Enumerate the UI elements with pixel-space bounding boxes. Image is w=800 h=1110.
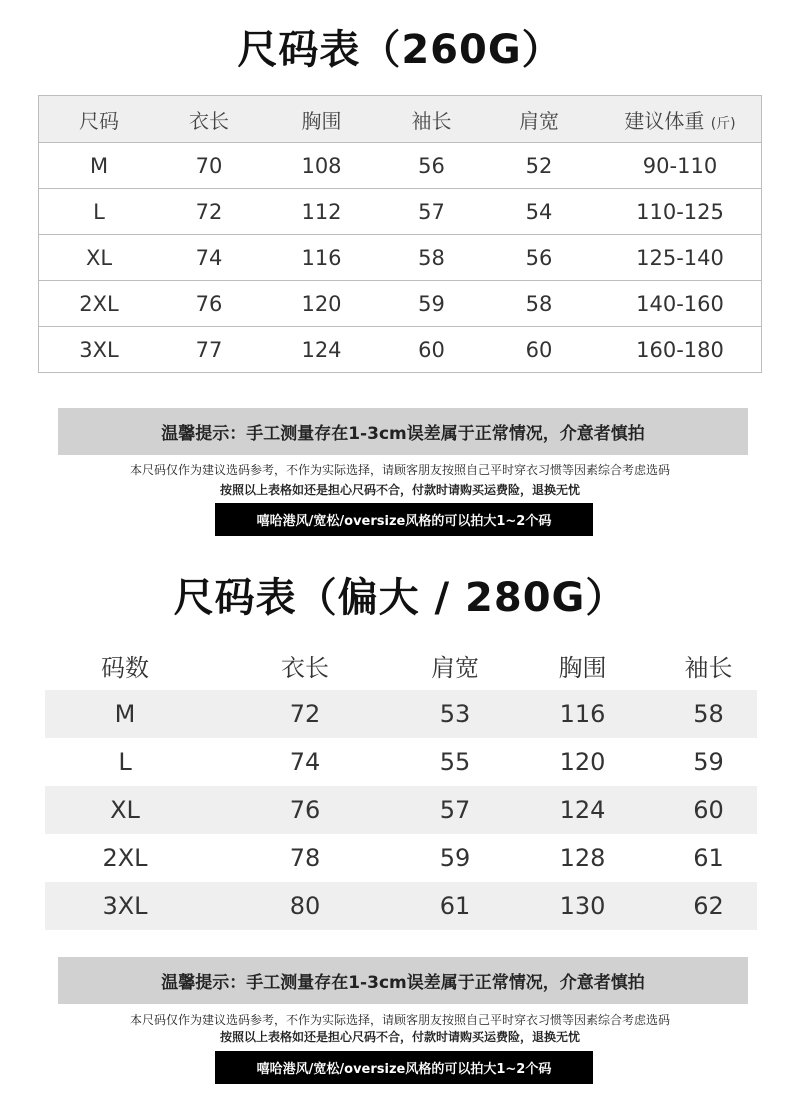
table-cell: 2XL [79, 291, 119, 316]
size-chart-title-260g: 尺码表（260G） [237, 27, 563, 73]
table-cell: XL [85, 245, 113, 270]
size-table-260g [38, 95, 762, 373]
header-sleeve: 袖长 [684, 653, 733, 682]
table-cell: 77 [195, 337, 223, 362]
table-header-row [45, 640, 757, 690]
table-row [39, 326, 761, 372]
size-chart-title-280g: 尺码表（偏大 / 280G） [173, 575, 627, 621]
table-cell: 58 [693, 700, 724, 728]
table-cell: 58 [418, 245, 445, 270]
header-length: 衣长 [281, 653, 329, 682]
table-cell: 130 [559, 892, 606, 920]
oversize-tip-banner: 嘻哈港风/宽松/oversize风格的可以拍大1~2个码 [215, 1051, 593, 1084]
table-cell: L [93, 199, 105, 224]
table-cell: 116 [559, 700, 606, 728]
table-row [45, 882, 757, 930]
table-cell: 62 [693, 892, 724, 920]
table-cell: 70 [195, 153, 223, 178]
table-cell: 72 [289, 700, 321, 728]
table-cell: M [89, 153, 109, 178]
table-cell: 3XL [79, 337, 119, 362]
table-cell: 80 [289, 892, 321, 920]
size-advice-text: 本尺码仅作为建议选码参考，不作为实际选择，请顾客朋友按照自己平时穿衣习惯等因素综合考虑选码 [129, 1013, 670, 1027]
table-cell: 59 [439, 844, 471, 872]
oversize-tip-banner: 嘻哈港风/宽松/oversize风格的可以拍大1~2个码 [215, 503, 593, 536]
size-advice-text: 本尺码仅作为建议选码参考，不作为实际选择，请顾客朋友按照自己平时穿衣习惯等因素综合考虑选码 [129, 463, 670, 477]
header-shoulder: 肩宽 [519, 108, 559, 133]
table-cell: 120 [301, 291, 342, 316]
table-cell: 52 [525, 153, 553, 178]
table-cell: 56 [418, 153, 445, 178]
table-cell: 78 [289, 844, 321, 872]
table-cell: 74 [195, 245, 223, 270]
table-cell: 2XL [102, 844, 148, 872]
table-cell: 128 [559, 844, 606, 872]
table-cell: 72 [195, 199, 223, 224]
table-row [45, 690, 757, 738]
table-cell: 61 [693, 844, 724, 872]
table-cell: 116 [301, 245, 342, 270]
table-cell: 60 [418, 337, 445, 362]
table-row [45, 738, 757, 786]
table-cell: 120 [559, 748, 606, 776]
table-cell: 90-110 [642, 153, 718, 178]
table-cell: 124 [559, 796, 606, 824]
table-cell: 59 [418, 291, 445, 316]
table-cell: 160-180 [636, 337, 724, 362]
table-cell: 76 [289, 796, 321, 824]
table-cell: 76 [195, 291, 223, 316]
table-row [39, 234, 761, 280]
table-cell: 140-160 [636, 291, 724, 316]
header-weight [599, 105, 761, 134]
table-cell: 108 [301, 153, 342, 178]
size-table-280g [45, 640, 757, 930]
header-chest: 胸围 [301, 108, 342, 133]
header-length: 衣长 [189, 108, 229, 133]
header-shoulder: 肩宽 [431, 653, 479, 682]
table-cell: L [118, 748, 132, 776]
table-cell: 124 [301, 337, 342, 362]
table-row [45, 786, 757, 834]
table-cell: 55 [439, 748, 471, 776]
table-row [45, 834, 757, 882]
table-cell: 3XL [102, 892, 148, 920]
table-cell: 125-140 [636, 245, 724, 270]
header-size: 尺码 [79, 108, 119, 133]
table-cell: 61 [439, 892, 471, 920]
table-cell: 60 [525, 337, 553, 362]
table-cell: 56 [525, 245, 553, 270]
table-cell: M [114, 700, 136, 728]
table-cell: 110-125 [636, 199, 724, 224]
table-cell: 112 [301, 199, 342, 224]
shipping-insurance-text: 按照以上表格如还是担心尺码不合，付款时请购买运费险，退换无忧 [219, 483, 580, 497]
table-cell: 57 [418, 199, 445, 224]
table-cell: XL [110, 796, 140, 824]
table-cell: 60 [693, 796, 724, 824]
header-size: 码数 [101, 653, 149, 682]
table-cell: 57 [439, 796, 471, 824]
table-header-row [39, 96, 761, 142]
table-row [39, 188, 761, 234]
shipping-insurance-text: 按照以上表格如还是担心尺码不合，付款时请购买运费险，退换无忧 [219, 1030, 580, 1044]
header-chest: 胸围 [558, 653, 607, 682]
table-cell: 74 [289, 748, 321, 776]
table-cell: 59 [693, 748, 724, 776]
table-cell: 58 [525, 291, 553, 316]
table-row [39, 280, 761, 326]
measurement-tip-banner: 温馨提示：手工测量存在1-3cm误差属于正常情况，介意者慎拍 [58, 957, 748, 1004]
measurement-tip-banner: 温馨提示：手工测量存在1-3cm误差属于正常情况，介意者慎拍 [58, 408, 748, 455]
table-row [39, 142, 761, 188]
table-cell: 54 [525, 199, 553, 224]
header-sleeve: 袖长 [411, 108, 452, 133]
table-cell: 53 [439, 700, 471, 728]
header-weight-label: 建议体重 [624, 108, 705, 133]
header-weight-unit: (斤) [710, 115, 736, 132]
